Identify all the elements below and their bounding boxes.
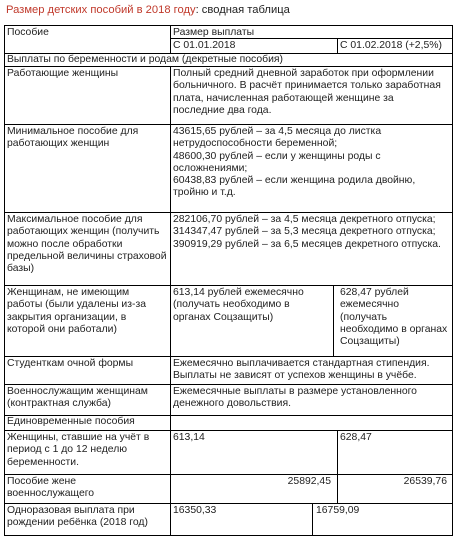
table-rule [337,430,338,475]
maximum-line: 282106,70 рублей – за 4,5 месяца декретного отпуска; [173,214,436,225]
header-date-jan: С 01.01.2018 [173,40,236,51]
table-rule [170,66,171,431]
table-rule [312,503,313,536]
table-rule [170,25,171,54]
row-label-students: Студенткам очной формы [7,358,134,369]
table-rule [4,212,453,213]
minimum-line: 43615,65 рублей – за 4,5 месяца до листка нетрудоспособности беременной; [173,126,382,150]
header-date-feb: С 01.02.2018 (+2,5%) [340,40,442,51]
table-rule [4,503,453,504]
row-value-military: Ежемесячные выплаты в размере установленного денежного довольствия. [173,386,417,410]
table-rule [4,356,453,357]
section-title-pregnancy: Выплаты по беременности и родам (декретные пособия) [7,54,283,65]
maximum-line: 314347,47 рублей – за 5,3 месяца декретного отпуска; [173,226,436,238]
row-label-working: Работающие женщины [7,68,119,79]
table-rule [170,474,171,536]
row-value-birth-feb: 16759,09 [316,505,360,516]
row-label-military: Военнослужащим женщинам (контрактная служба) [7,386,148,410]
row-value-birth-jan: 16350,33 [173,505,217,516]
row-label-minimum: Минимальное пособие для работающих женщин [7,126,139,150]
row-value-early-feb: 628,47 [340,432,372,443]
section-title-onetime: Единовременные пособия [7,416,135,427]
table-rule [337,38,338,54]
table-rule [452,25,453,536]
row-value-unemployed-feb: 628,47 рублей ежемесячно (получать необходимо в органах Соцзащиты) [340,287,448,348]
table-rule [4,384,453,385]
header-col-benefit: Пособие [7,27,49,38]
row-label-unemployed: Женщинам, не имеющим работы (были удалены из-за закрытия организации, в которой они работали) [7,287,147,335]
row-value-students: Ежемесячно выплачивается стандартная стипендия. Выплаты не зависят от успехов женщины в учёбе. [173,358,430,382]
row-value-wife-jan: 25892,45 [287,476,331,487]
row-value-wife-feb: 26539,76 [403,476,447,487]
table-rule [4,25,453,26]
table-rule [4,430,453,431]
title-rest: : сводная таблица [195,4,290,16]
row-value-working: Полный средний дневной заработок при оформлении больничного. В расчёт принимается только заработная плата, начисленная работающей женщине за последние два года. [173,68,441,116]
minimum-line: 60438,83 рублей – если женщина родила двойню, тройню и т.д. [173,175,416,199]
table-rule [337,474,338,504]
title-accent: Размер детских пособий в 2018 году [6,4,196,16]
maximum-line: 390919,29 рублей – за 6,5 месяцев декретного отпуска. [173,238,441,250]
row-value-unemployed-jan: 613,14 рублей ежемесячно (получать необходимо в органах Соцзащиты) [173,287,304,323]
row-value-maximum [173,214,449,251]
row-value-minimum [173,126,448,200]
table-rule [4,25,5,536]
row-label-wife: Пособие жене военнослужащего [7,476,95,500]
row-label-birth: Одноразовая выплата при рождении ребёнка (2018 год) [7,505,148,529]
table-rule [4,124,453,125]
table-rule [333,285,334,357]
header-col-amount: Размер выплаты [173,27,255,38]
row-label-maximum: Максимальное пособие для работающих женщин (получить можно после обработки предельной величины страховой базы) [7,214,167,275]
row-label-early: Женщины, ставшие на учёт в период с 1 до 12 неделю беременности. [7,432,150,468]
table-rule [4,474,453,475]
table-rule [170,430,171,475]
row-value-early-jan: 613,14 [173,432,205,443]
table-rule [4,285,453,286]
minimum-line: 48600,30 рублей – если у женщины роды с осложнениями; [173,150,381,174]
